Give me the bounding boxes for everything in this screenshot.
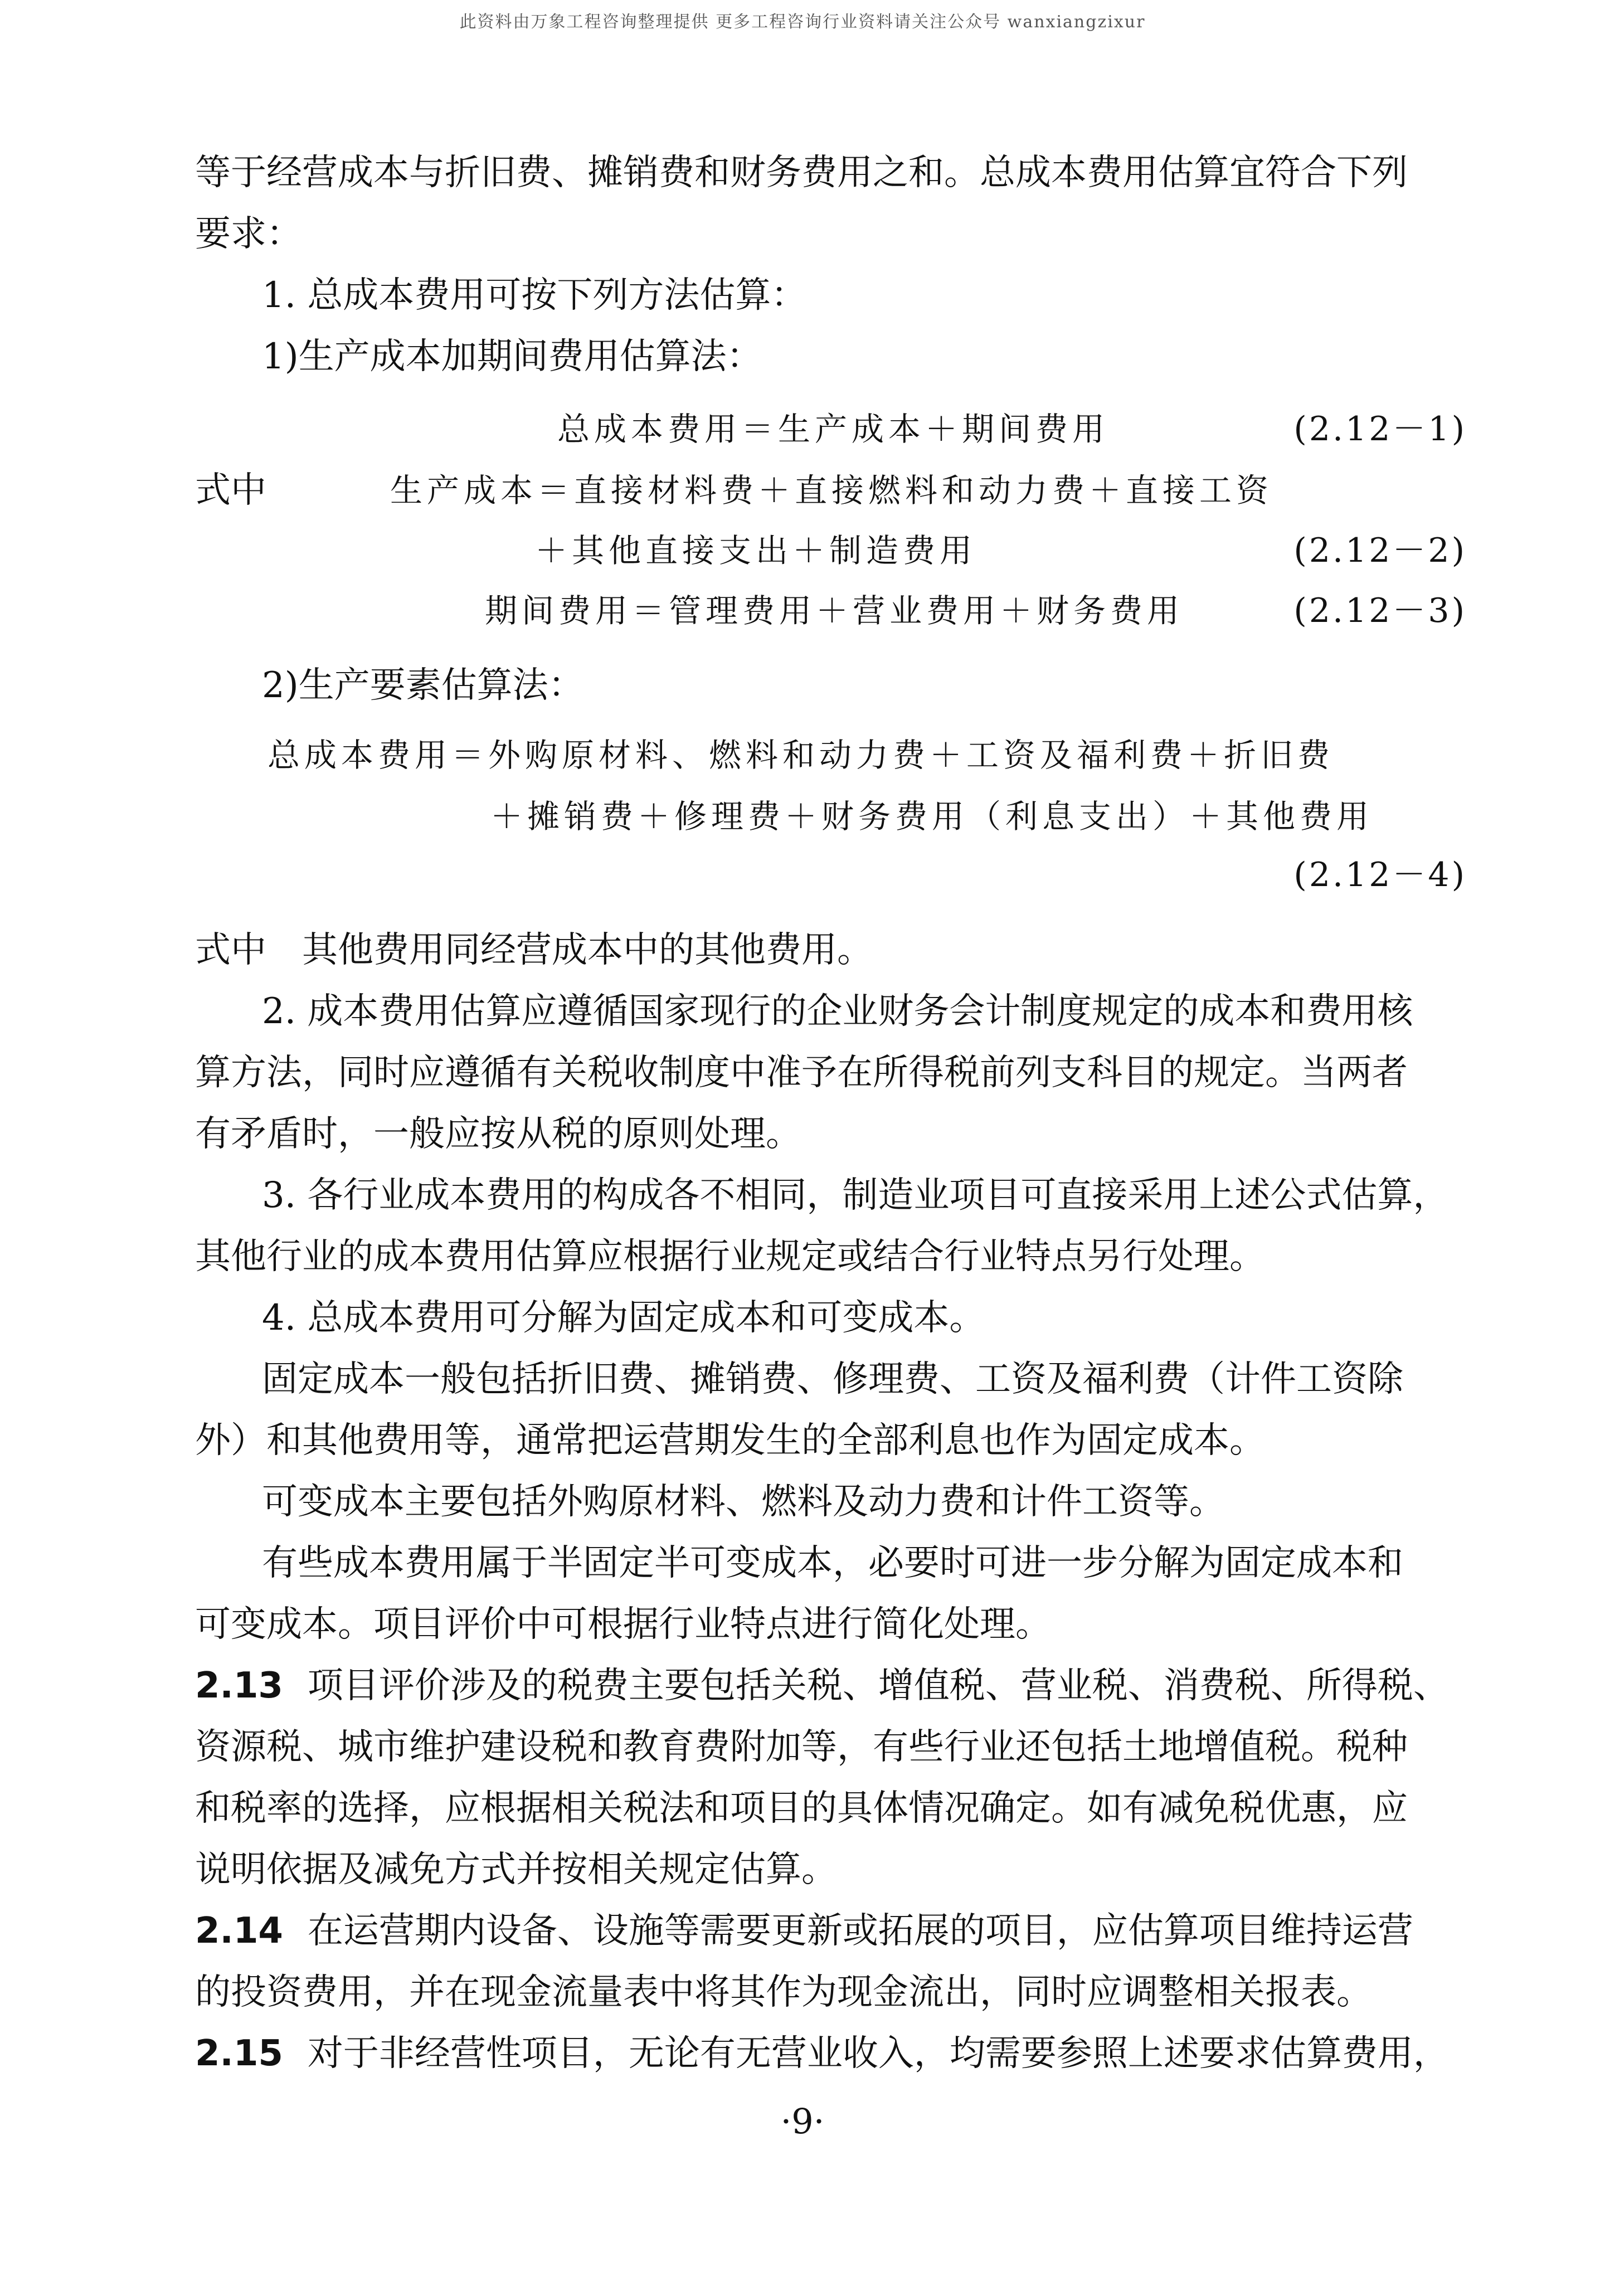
formula-label: 式中	[195, 470, 266, 511]
paragraph-line: 2. 成本费用估算应遵循国家现行的企业财务会计制度规定的成本和费用核	[262, 991, 1413, 1032]
section-number: 2.13	[195, 1665, 283, 1706]
page-number: ·9·	[780, 2101, 825, 2142]
paragraph-line: 等于经营成本与折旧费、摊销费和财务费用之和。总成本费用估算宜符合下列	[195, 152, 1408, 193]
section-text: 对于非经营性项目，无论有无营业收入，均需要参照上述要求估算费用，	[307, 2033, 1449, 2074]
paragraph-line: 有些成本费用属于半固定半可变成本，必要时可进一步分解为固定成本和	[262, 1543, 1403, 1584]
equation-number: (2.12－4)	[1293, 855, 1467, 894]
list-item: 1)生产成本加期间费用估算法：	[262, 336, 762, 377]
equation-number: (2.12－3)	[1293, 591, 1467, 630]
formula-line: 生产成本＝直接材料费＋直接燃料和动力费＋直接工资	[390, 471, 1273, 509]
paragraph-line: 和税率的选择，应根据相关税法和项目的具体情况确定。如有减免税优惠，应	[195, 1788, 1408, 1829]
list-item: 2)生产要素估算法：	[262, 665, 584, 706]
section-text: 在运营期内设备、设施等需要更新或拓展的项目，应估算项目维持运营	[307, 1910, 1413, 1952]
paragraph-line: 固定成本一般包括折旧费、摊销费、修理费、工资及福利费（计件工资除	[262, 1359, 1403, 1400]
section-text: 项目评价涉及的税费主要包括关税、增值税、营业税、消费税、所得税、	[307, 1665, 1449, 1706]
formula-line: 总成本费用＝外购原材料、燃料和动力费＋工资及福利费＋折旧费	[268, 736, 1335, 774]
formula-line: 总成本费用＝生产成本＋期间费用	[557, 410, 1110, 448]
list-item: 1. 总成本费用可按下列方法估算：	[262, 275, 807, 316]
equation-number: (2.12－1)	[1293, 410, 1467, 449]
formula-line: 期间费用＝管理费用＋营业费用＋财务费用	[485, 592, 1184, 630]
section-number: 2.14	[195, 1910, 283, 1952]
equation-number: (2.12－2)	[1293, 531, 1467, 570]
paragraph-line: 外）和其他费用等，通常把运营期发生的全部利息也作为固定成本。	[195, 1420, 1265, 1461]
formula-line: ＋摊销费＋修理费＋财务费用（利息支出）＋其他费用	[490, 797, 1374, 835]
paragraph-line: 算方法，同时应遵循有关税收制度中准予在所得税前列支科目的规定。当两者	[195, 1052, 1408, 1093]
formula-line: ＋其他直接支出＋制造费用	[535, 532, 977, 570]
paragraph-line: 式中 其他费用同经营成本中的其他费用。	[195, 930, 873, 971]
paragraph-line: 其他行业的成本费用估算应根据行业规定或结合行业特点另行处理。	[195, 1236, 1265, 1277]
section-number: 2.15	[195, 2033, 283, 2074]
paragraph-line: 资源税、城市维护建设税和教育费附加等，有些行业还包括土地增值税。税种	[195, 1726, 1408, 1768]
paragraph-line: 4. 总成本费用可分解为固定成本和可变成本。	[262, 1297, 985, 1339]
paragraph-line: 可变成本主要包括外购原材料、燃料及动力费和计件工资等。	[262, 1481, 1225, 1522]
section-2-13	[195, 1663, 1449, 1708]
paragraph-line: 3. 各行业成本费用的构成各不相同，制造业项目可直接采用上述公式估算，	[262, 1175, 1449, 1216]
section-2-15	[195, 2031, 1449, 2076]
paragraph-line: 有矛盾时，一般应按从税的原则处理。	[195, 1113, 801, 1155]
paragraph-line: 说明依据及减免方式并按相关规定估算。	[195, 1849, 837, 1890]
paragraph-line: 的投资费用，并在现金流量表中将其作为现金流出，同时应调整相关报表。	[195, 1972, 1372, 2013]
watermark-header: 此资料由万象工程咨询整理提供 更多工程咨询行业资料请关注公众号 wanxiangzixur	[459, 12, 1146, 32]
section-2-14	[195, 1909, 1413, 1953]
paragraph-line: 可变成本。项目评价中可根据行业特点进行简化处理。	[195, 1604, 1051, 1645]
paragraph-line: 要求：	[195, 213, 302, 255]
